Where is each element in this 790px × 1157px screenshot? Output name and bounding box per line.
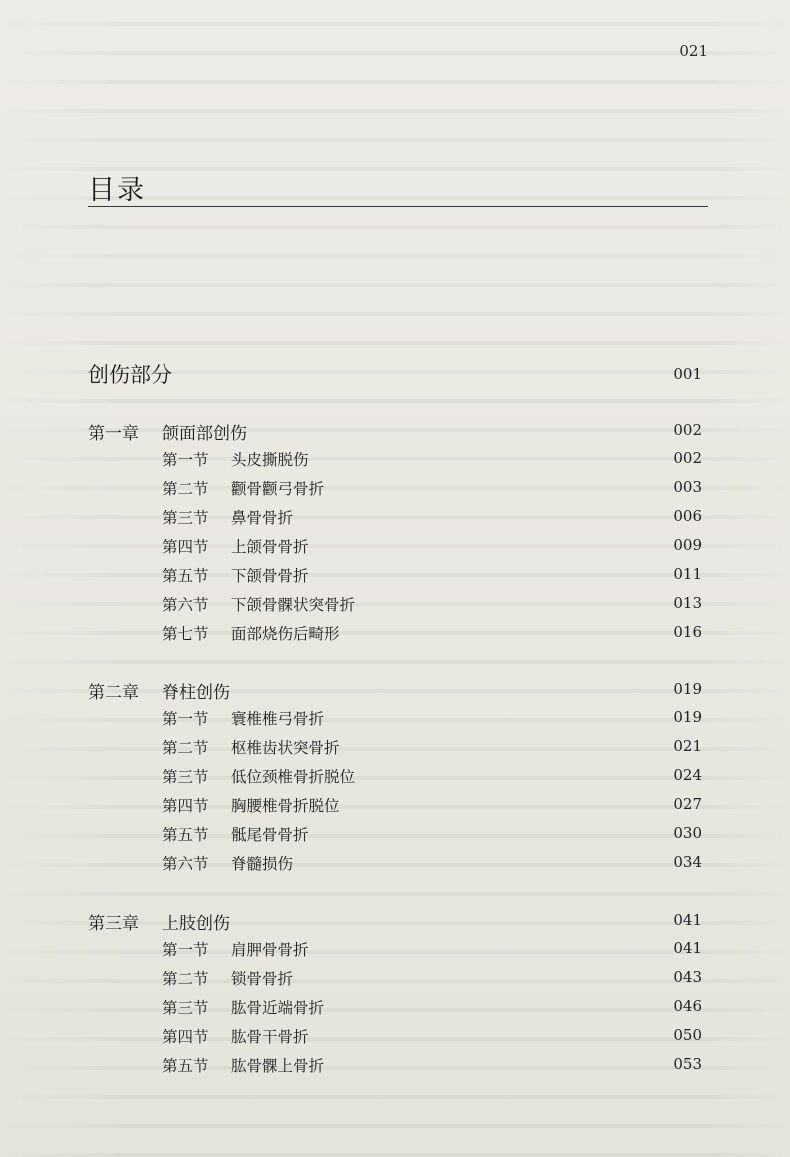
- section-number: 第四节: [162, 1028, 209, 1046]
- part-title: 创伤部分: [88, 363, 172, 387]
- toc-entry-chapter: [0, 678, 790, 704]
- section-title: 鼻骨骨折: [231, 509, 294, 527]
- toc-entry-chapter: [0, 419, 790, 445]
- toc-entry-section: [0, 592, 790, 618]
- chapter-page-number: 019: [673, 680, 702, 698]
- section-title: 面部烧伤后畸形: [231, 625, 340, 643]
- section-page-number: 030: [673, 824, 702, 842]
- section-page-number: 019: [673, 708, 702, 726]
- section-page-number: 050: [673, 1026, 702, 1044]
- chapter-number: 第三章: [88, 914, 139, 934]
- toc-entry-section: [0, 735, 790, 761]
- section-page-number: 011: [673, 565, 702, 583]
- section-page-number: 013: [673, 594, 702, 612]
- toc-entry-section: [0, 995, 790, 1021]
- toc-entry-section: [0, 563, 790, 589]
- toc-entry-section: [0, 851, 790, 877]
- part-page-number: 001: [673, 365, 702, 383]
- toc-entry-section: [0, 764, 790, 790]
- section-number: 第三节: [162, 768, 209, 786]
- section-title: 低位颈椎骨折脱位: [231, 768, 356, 786]
- chapter-title: 脊柱创伤: [162, 683, 230, 703]
- section-page-number: 021: [673, 737, 702, 755]
- section-page-number: 046: [673, 997, 702, 1015]
- section-number: 第四节: [162, 797, 209, 815]
- page-number: 021: [679, 42, 708, 60]
- section-title: 肱骨髁上骨折: [231, 1057, 325, 1075]
- toc-entry-section: [0, 505, 790, 531]
- section-number: 第二节: [162, 739, 209, 757]
- section-title: 肱骨干骨折: [231, 1028, 309, 1046]
- toc-entry-part: [0, 363, 790, 389]
- section-number: 第三节: [162, 999, 209, 1017]
- section-number: 第四节: [162, 538, 209, 556]
- section-number: 第二节: [162, 970, 209, 988]
- toc-entry-section: [0, 706, 790, 732]
- section-page-number: 009: [673, 536, 702, 554]
- section-page-number: 003: [673, 478, 702, 496]
- toc-entry-section: [0, 937, 790, 963]
- toc-entry-section: [0, 793, 790, 819]
- section-page-number: 034: [673, 853, 702, 871]
- toc-title: 目录: [88, 175, 146, 206]
- section-page-number: 053: [673, 1055, 702, 1073]
- section-page-number: 041: [673, 939, 702, 957]
- section-title: 下颌骨骨折: [231, 567, 309, 585]
- section-number: 第六节: [162, 596, 209, 614]
- chapter-number: 第一章: [88, 424, 139, 444]
- title-divider: [88, 206, 708, 207]
- section-number: 第一节: [162, 710, 209, 728]
- section-title: 肱骨近端骨折: [231, 999, 325, 1017]
- toc-entry-section: [0, 822, 790, 848]
- section-page-number: 016: [673, 623, 702, 641]
- section-number: 第三节: [162, 509, 209, 527]
- section-page-number: 024: [673, 766, 702, 784]
- chapter-page-number: 002: [673, 421, 702, 439]
- toc-entry-section: [0, 621, 790, 647]
- section-number: 第二节: [162, 480, 209, 498]
- section-page-number: 002: [673, 449, 702, 467]
- section-title: 寰椎椎弓骨折: [231, 710, 325, 728]
- toc-entry-section: [0, 476, 790, 502]
- section-title: 下颌骨髁状突骨折: [231, 596, 356, 614]
- toc-entry-section: [0, 966, 790, 992]
- section-title: 头皮撕脱伤: [231, 451, 309, 469]
- section-page-number: 027: [673, 795, 702, 813]
- section-number: 第五节: [162, 1057, 209, 1075]
- toc-entry-section: [0, 447, 790, 473]
- section-title: 枢椎齿状突骨折: [231, 739, 340, 757]
- section-number: 第五节: [162, 567, 209, 585]
- section-page-number: 006: [673, 507, 702, 525]
- section-number: 第一节: [162, 941, 209, 959]
- section-title: 锁骨骨折: [231, 970, 294, 988]
- chapter-title: 颌面部创伤: [162, 424, 247, 444]
- section-number: 第六节: [162, 855, 209, 873]
- section-page-number: 043: [673, 968, 702, 986]
- section-title: 骶尾骨骨折: [231, 826, 309, 844]
- section-number: 第五节: [162, 826, 209, 844]
- section-title: 胸腰椎骨折脱位: [231, 797, 340, 815]
- chapter-number: 第二章: [88, 683, 139, 703]
- section-title: 上颌骨骨折: [231, 538, 309, 556]
- toc-entry-section: [0, 1053, 790, 1079]
- chapter-page-number: 041: [673, 911, 702, 929]
- section-number: 第一节: [162, 451, 209, 469]
- chapter-title: 上肢创伤: [162, 914, 230, 934]
- toc-entry-section: [0, 534, 790, 560]
- section-title: 肩胛骨骨折: [231, 941, 309, 959]
- toc-entry-section: [0, 1024, 790, 1050]
- section-title: 脊髓损伤: [231, 855, 294, 873]
- section-number: 第七节: [162, 625, 209, 643]
- toc-entry-chapter: [0, 909, 790, 935]
- section-title: 颧骨颧弓骨折: [231, 480, 325, 498]
